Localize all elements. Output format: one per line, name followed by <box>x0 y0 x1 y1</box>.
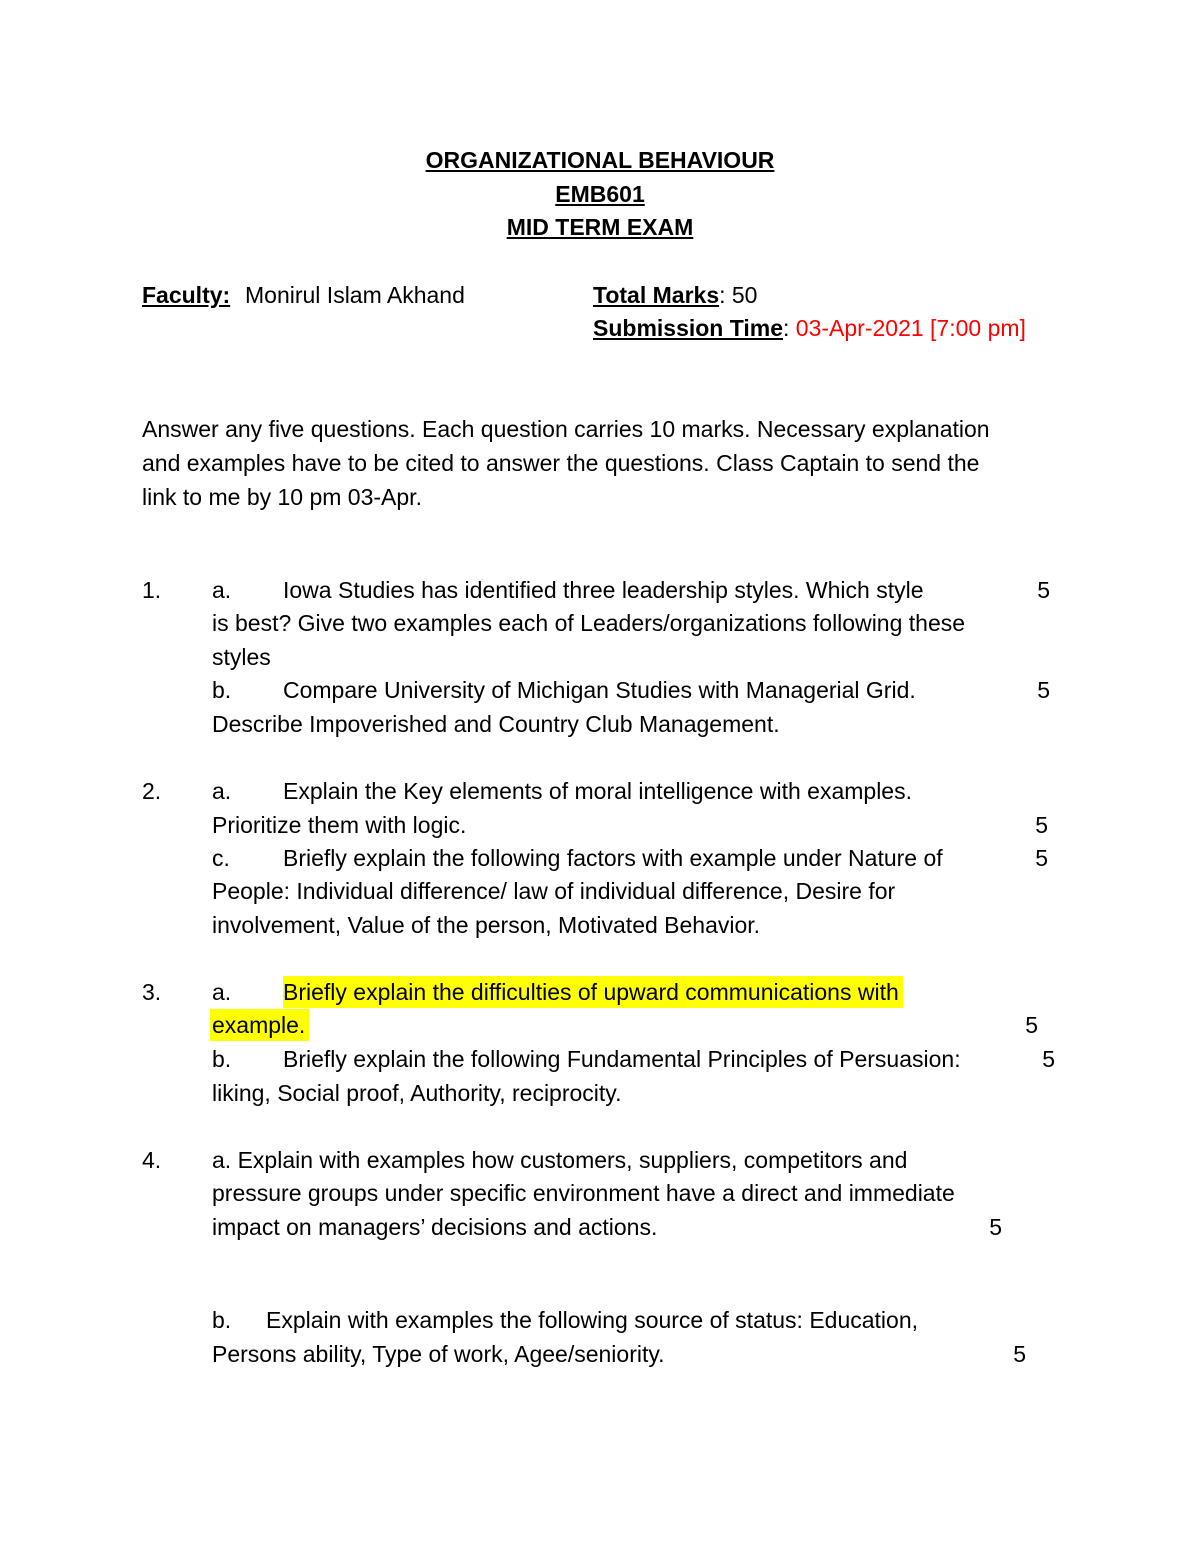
question-text: pressure groups under specific environment have a direct and immediate <box>212 1180 955 1206</box>
question-number: 2. <box>142 778 162 804</box>
question-text: styles <box>212 644 271 670</box>
course-code: EMB601 <box>555 181 645 207</box>
instructions-line: link to me by 10 pm 03-Apr. <box>142 484 422 510</box>
question-text: a. Explain with examples how customers, suppliers, competitors and <box>212 1147 908 1173</box>
subquestion-label: b. <box>212 1307 232 1333</box>
submission-time <box>593 317 1026 340</box>
subquestion-label: a. <box>212 778 232 804</box>
subquestion-label: b. <box>212 1046 232 1072</box>
question-text: Explain the Key elements of moral intelligence with examples. <box>283 778 912 804</box>
faculty-name: Monirul Islam Akhand <box>245 282 465 308</box>
submission-value: 03-Apr-2021 [7:00 pm] <box>795 315 1026 341</box>
question-text: Compare University of Michigan Studies with Managerial Grid. <box>283 677 916 703</box>
question-text: Iowa Studies has identified three leadership styles. Which style <box>283 577 924 603</box>
question-text: Briefly explain the following Fundamental Principles of Persuasion: <box>283 1046 961 1072</box>
question-number: 3. <box>142 979 162 1005</box>
subquestion-label: b. <box>212 677 232 703</box>
question-number: 4. <box>142 1147 162 1173</box>
question-marks: 5 <box>1013 1341 1026 1367</box>
total-marks-label: Total Marks <box>593 282 720 308</box>
subquestion-label: c. <box>212 845 230 871</box>
question-text: impact on managers’ decisions and actions. <box>212 1214 658 1240</box>
question-text: is best? Give two examples each of Leaders/organizations following these <box>212 610 966 636</box>
highlighted-question-text: example. <box>210 1009 309 1041</box>
question-text: Persons ability, Type of work, Agee/seniority. <box>212 1341 665 1367</box>
exam-title: ORGANIZATIONAL BEHAVIOUR <box>425 147 775 173</box>
question-text: People: Individual difference/ law of individual difference, Desire for <box>212 878 896 904</box>
question-text: liking, Social proof, Authority, reciprocity. <box>212 1080 622 1106</box>
question-marks: 5 <box>1037 577 1050 603</box>
question-marks: 5 <box>1035 812 1048 838</box>
instructions-line: Answer any five questions. Each question carries 10 marks. Necessary explanation <box>142 416 990 442</box>
question-number: 1. <box>142 577 162 603</box>
question-marks: 5 <box>1035 845 1048 871</box>
question-text: Explain with examples the following source of status: Education, <box>266 1307 919 1333</box>
total-marks <box>593 284 757 307</box>
question-text: involvement, Value of the person, Motivated Behavior. <box>212 912 761 938</box>
instructions-line: and examples have to be cited to answer the questions. Class Captain to send the <box>142 450 980 476</box>
exam-name: MID TERM EXAM <box>506 214 694 240</box>
question-text: Prioritize them with logic. <box>212 812 467 838</box>
question-text: Describe Impoverished and Country Club Management. <box>212 711 780 737</box>
subquestion-label: a. <box>212 979 232 1005</box>
faculty-label: Faculty: <box>142 282 231 308</box>
question-marks: 5 <box>1037 677 1050 703</box>
question-marks: 5 <box>989 1214 1002 1240</box>
submission-colon: : <box>783 315 790 341</box>
subquestion-label: a. <box>212 577 232 603</box>
question-text: Briefly explain the following factors with example under Nature of <box>283 845 943 871</box>
question-marks: 5 <box>1042 1046 1055 1072</box>
highlighted-question-text: Briefly explain the difficulties of upward communications with <box>283 976 903 1008</box>
submission-label: Submission Time <box>593 315 784 341</box>
question-marks: 5 <box>1025 1012 1038 1038</box>
total-marks-value: : 50 <box>719 282 758 308</box>
